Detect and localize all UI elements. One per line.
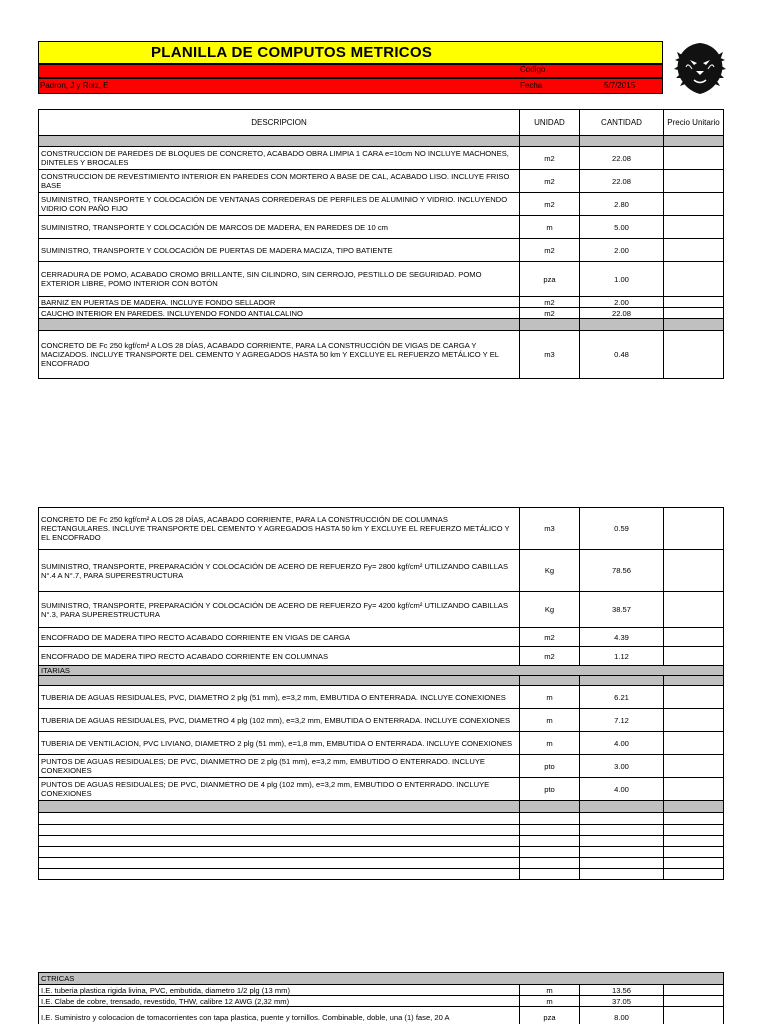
section-header-electricas: CTRICAS [39, 973, 724, 985]
table-row: ENCOFRADO DE MADERA TIPO RECTO ACABADO CORRIENTE EN VIGAS DE CARGA m2 4.39 [39, 628, 724, 647]
table-row: PUNTOS DE AGUAS RESIDUALES; DE PVC, DIANMETRO DE 2 plg (51 mm), e=3,2 mm, EMBUTIDO O ENTERRADO. INCLUYE CONEXIONES pto 3.00 [39, 755, 724, 778]
fecha-value: 5/7/2015 [604, 81, 636, 90]
table-row: TUBERIA DE AGUAS RESIDUALES, PVC, DIAMETRO 4 plg (102 mm), e=3,2 mm, EMBUTIDA O ENTERRADA. INCLUYE CONEXIONES m 7.12 [39, 709, 724, 732]
table-row: CAUCHO INTERIOR EN PAREDES. INCLUYENDO FONDO ANTIALCALINO m2 22.08 [39, 308, 724, 319]
computos-table-3 [38, 972, 724, 1024]
table-row: SUMINISTRO, TRANSPORTE Y COLOCACIÓN DE PUERTAS DE MADERA MACIZA, TIPO BATIENTE m2 2.00 [39, 239, 724, 262]
empty-row [39, 847, 724, 858]
col-descripcion: DESCRIPCION [39, 110, 520, 136]
table-row: PUNTOS DE AGUAS RESIDUALES; DE PVC, DIANMETRO DE 4 plg (102 mm), e=3,2 mm, EMBUTIDO O ENTERRADO. INCLUYE CONEXIONES pto 4.00 [39, 778, 724, 801]
author-name: Padron, J y Ruiz, E [40, 81, 109, 90]
empty-row [39, 813, 724, 825]
codigo-label: Codigo [520, 65, 546, 74]
table-row: BARNIZ EN PUERTAS DE MADERA. INCLUYE FONDO SELLADOR m2 2.00 [39, 297, 724, 308]
table-row: CONSTRUCCION DE PAREDES DE BLOQUES DE CONCRETO, ACABADO OBRA LIMPIA 1 CARA e=10cm NO INCLUYE MACHONES, DINTELES Y BROCALES m2 22.08 [39, 147, 724, 170]
table-row: CONCRETO DE Fc 250 kgf/cm² A LOS 28 DÍAS, ACABADO CORRIENTE, PARA LA CONSTRUCCIÓN DE VIGAS DE CARGA Y MACIZADOS. INCLUYE TRANSPORTE DEL CEMENTO Y AGREGADOS HASTA 50 km Y EXCLUYE EL REFUERZO METÁLICO Y EL ENCOFRADO m3 0.48 [39, 331, 724, 379]
table-row: I.E. Clabe de cobre, trensado, revestido, THW, calibre 12 AWG (2,32 mm) m 37.05 [39, 996, 724, 1007]
computos-table-2 [38, 507, 724, 880]
table-row: SUMINISTRO, TRANSPORTE Y COLOCACIÓN DE MARCOS DE MADERA, EN PAREDES DE 10 cm m 5.00 [39, 216, 724, 239]
col-cantidad: CANTIDAD [580, 110, 664, 136]
table-row: SUMINISTRO, TRANSPORTE, PREPARACIÓN Y COLOCACIÓN DE ACERO DE REFUERZO Fy= 4200 kgf/cm² UTILIZANDO CABILLAS N°.3, PARA SUPERESTRUCTURA Kg 38.57 [39, 592, 724, 628]
computos-table-1 [38, 109, 724, 379]
empty-row [39, 858, 724, 869]
author-band [38, 78, 663, 94]
col-unidad: UNIDAD [520, 110, 580, 136]
table-row: TUBERIA DE VENTILACION, PVC LIVIANO, DIAMETRO 2 plg (51 mm), e=1,8 mm, EMBUTIDA O ENTERRADA. INCLUYE CONEXIONES m 4.00 [39, 732, 724, 755]
empty-row [39, 869, 724, 880]
fecha-label: Fecha [520, 81, 543, 90]
section-header-sanitarias: ITARIAS [39, 666, 724, 676]
empty-row [39, 836, 724, 847]
col-precio: Precio Unitario [664, 110, 724, 136]
sheet-title: PLANILLA DE COMPUTOS METRICOS [38, 41, 663, 64]
table-row: I.E. Suministro y colocacion de tomacorrientes con tapa plastica, puente y tornillos. Combinable, doble, una (1) fase, 20 A pza 8.00 [39, 1007, 724, 1024]
table-row: TUBERIA DE AGUAS RESIDUALES, PVC, DIAMETRO 2 plg (51 mm), e=3,2 mm, EMBUTIDA O ENTERRADA. INCLUYE CONEXIONES m 6.21 [39, 686, 724, 709]
table-row: SUMINISTRO, TRANSPORTE, PREPARACIÓN Y COLOCACIÓN DE ACERO DE REFUERZO Fy= 2800 kgf/cm² UTILIZANDO CABILLAS N°.4 A N°.7, PARA SUPERESTRUCTURA Kg 78.56 [39, 550, 724, 592]
codigo-band [38, 64, 663, 78]
empty-row [39, 825, 724, 836]
table-header-row [39, 110, 724, 136]
table-row: CERRADURA DE POMO, ACABADO CROMO BRILLANTE, SIN CILINDRO, SIN CERROJO, PESTILLO DE SEGURIDAD. POMO EXTERIOR LIBRE, POMO INTERIOR CON BOTÓN pza 1.00 [39, 262, 724, 297]
table-row: CONSTRUCCION DE REVESTIMIENTO INTERIOR EN PAREDES CON MORTERO A BASE DE CAL, ACABADO LISO. INCLUYE FRISO BASE m2 22.08 [39, 170, 724, 193]
table-row: I.E. tuberia plastica rigida livina, PVC, embutida, diametro 1/2 plg (13 mm) m 13.56 [39, 985, 724, 996]
lion-logo-icon [672, 40, 728, 96]
table-row: CONCRETO DE Fc 250 kgf/cm² A LOS 28 DÍAS, ACABADO CORRIENTE, PARA LA CONSTRUCCIÓN DE COLUMNAS RECTANGULARES. INCLUYE TRANSPORTE DEL CEMENTO Y AGREGADOS HASTA 50 km Y EXCLUYE EL REFUERZO METÁLICO Y EL ENCOFRADO m3 0.59 [39, 508, 724, 550]
table-row: SUMINISTRO, TRANSPORTE Y COLOCACIÓN DE VENTANAS CORREDERAS DE PERFILES DE ALUMINIO Y VIDRIO. INCLUYENDO VIDRIO CON PAÑO FIJO m2 2.80 [39, 193, 724, 216]
table-row: ENCOFRADO DE MADERA TIPO RECTO ACABADO CORRIENTE EN COLUMNAS m2 1.12 [39, 647, 724, 666]
